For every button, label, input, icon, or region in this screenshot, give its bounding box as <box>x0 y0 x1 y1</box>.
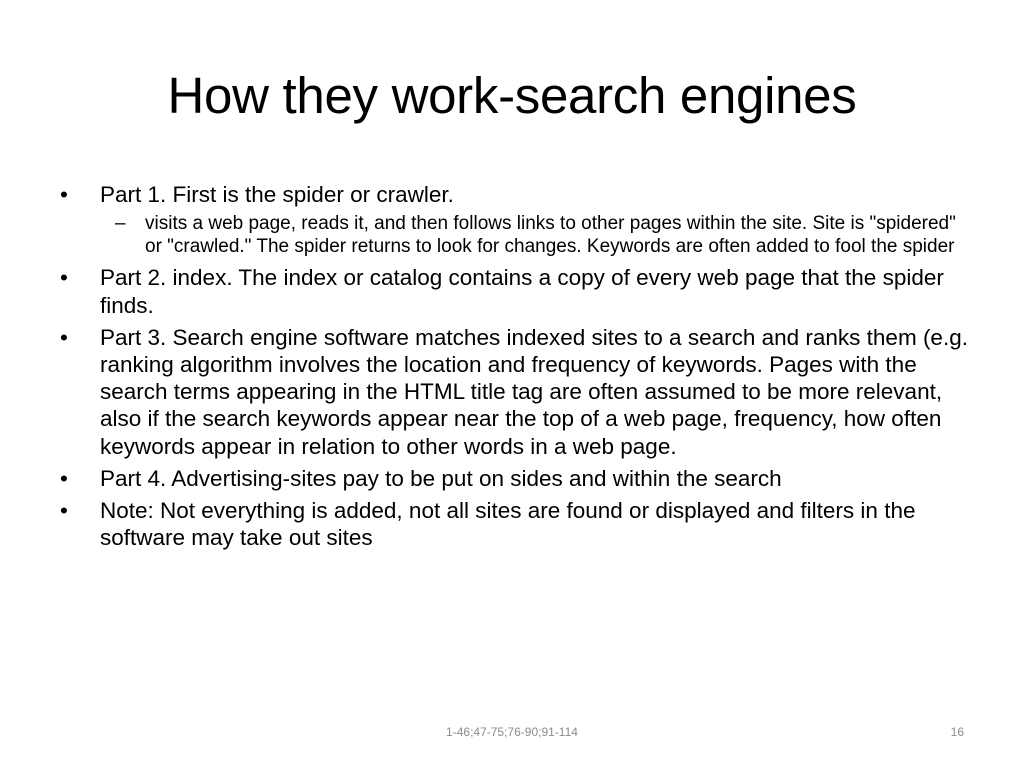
bullet-item <box>60 324 970 460</box>
bullet-marker: • <box>60 465 68 491</box>
bullet-marker: • <box>60 265 68 291</box>
bullet-marker: • <box>60 324 68 350</box>
bullet-marker: • <box>60 498 68 524</box>
bullet-item <box>60 181 970 208</box>
bullet-text: Part 2. index. The index or catalog contains a copy of every web page that the spider finds. <box>100 265 944 318</box>
bullet-marker: • <box>60 182 68 207</box>
bullet-text: Part 4. Advertising-sites pay to be put on sides and within the search <box>100 465 782 491</box>
bullet-item <box>60 465 970 492</box>
bullet-text: Part 3. Search engine software matches indexed sites to a search and ranks them (e.g. ranking algorithm involves the location and frequency of keywords. Pages with the search terms appearing in the HTML title tag are often assumed to be more relevant, also if the search keywords appear near the top of a web page, frequency, how often keywords appear in relation to other words in a web page. <box>100 324 968 459</box>
bullet-text: Note: Not everything is added, not all sites are found or displayed and filters in the software may take out sites <box>100 498 916 551</box>
sub-bullet-text: visits a web page, reads it, and then follows links to other pages within the site. Site is "spidered" or "crawled." The spider returns to look for changes. Keywords are often added to fool the spider <box>145 213 956 257</box>
slide-title: How they work-search engines <box>167 67 857 124</box>
slide-content <box>60 181 970 556</box>
sub-bullet-item <box>60 213 970 258</box>
sub-bullet-marker: – <box>115 213 126 235</box>
bullet-item <box>60 497 970 551</box>
bullet-item <box>60 264 970 318</box>
bullet-text: Part 1. First is the spider or crawler. <box>100 182 454 207</box>
slide-footer: 1-46;47-75;76-90;91-114 <box>446 725 578 739</box>
slide-number: 16 <box>950 725 964 739</box>
